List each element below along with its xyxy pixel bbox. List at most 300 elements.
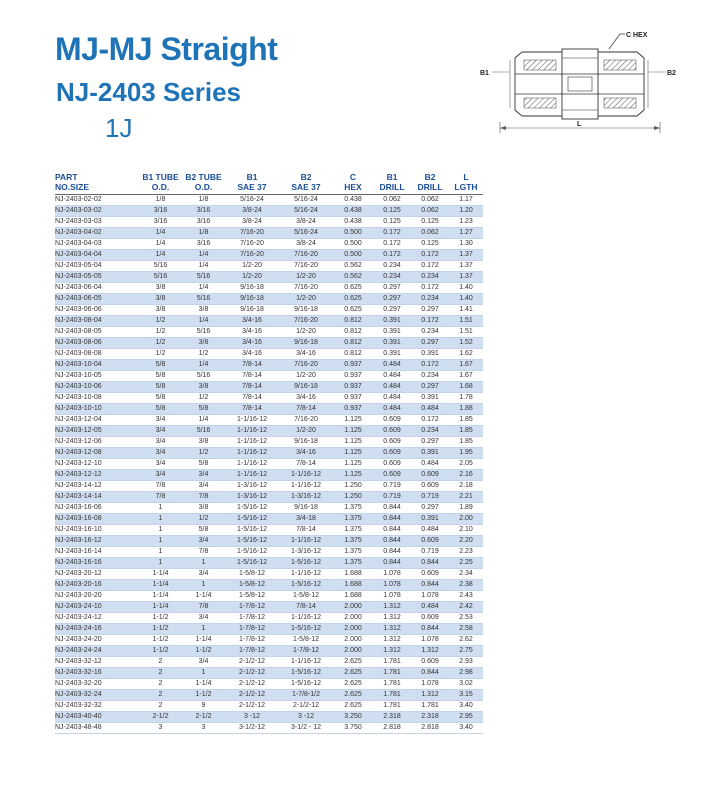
cell-b2-drill: 1.781 — [411, 701, 449, 712]
cell-b2-sae37: 1/2-20 — [279, 294, 333, 305]
column-header-b2-tube-od — [182, 172, 225, 195]
cell-b1-tube-od: 3/4 — [139, 470, 182, 481]
cell-b1-drill: 0.062 — [373, 195, 411, 206]
cell-b1-sae37: 1-5/8-12 — [225, 580, 279, 591]
column-header-line: B2 — [424, 172, 436, 182]
cell-length: 2.75 — [449, 646, 483, 657]
cell-b2-sae37: 3-1/2 - 12 — [279, 723, 333, 734]
cell-b1-tube-od: 1/4 — [139, 250, 182, 261]
table-row — [55, 327, 483, 338]
cell-part-number: NJ-2403-08-06 — [55, 338, 139, 349]
cell-c-hex: 1.688 — [333, 580, 373, 591]
column-header-line: B2 — [300, 172, 312, 182]
cell-b2-sae37: 1-5/16-12 — [279, 679, 333, 690]
cell-b2-tube-od: 1/8 — [182, 195, 225, 206]
cell-b2-tube-od: 3/4 — [182, 536, 225, 547]
cell-b2-drill: 0.609 — [411, 470, 449, 481]
table-row — [55, 382, 483, 393]
cell-b2-drill: 0.484 — [411, 404, 449, 415]
cell-b1-tube-od: 7/8 — [139, 481, 182, 492]
cell-part-number: NJ-2403-40-40 — [55, 712, 139, 723]
cell-part-number: NJ-2403-12-05 — [55, 426, 139, 437]
cell-b2-drill: 0.234 — [411, 327, 449, 338]
cell-b2-tube-od: 1/4 — [182, 360, 225, 371]
cell-b1-drill: 0.125 — [373, 217, 411, 228]
table-row — [55, 668, 483, 679]
cell-b2-sae37: 3/4-16 — [279, 393, 333, 404]
cell-c-hex: 2.000 — [333, 646, 373, 657]
cell-part-number: NJ-2403-10-04 — [55, 360, 139, 371]
cell-b1-drill: 0.609 — [373, 426, 411, 437]
cell-b1-tube-od: 1/2 — [139, 349, 182, 360]
table-row — [55, 437, 483, 448]
cell-b2-drill: 0.844 — [411, 624, 449, 635]
cell-part-number: NJ-2403-06-06 — [55, 305, 139, 316]
cell-b1-sae37: 1-5/16-12 — [225, 547, 279, 558]
cell-length: 1.40 — [449, 294, 483, 305]
cell-b1-drill: 1.312 — [373, 635, 411, 646]
cell-c-hex: 0.937 — [333, 371, 373, 382]
table-row — [55, 690, 483, 701]
cell-b1-tube-od: 1-1/4 — [139, 569, 182, 580]
cell-c-hex: 1.375 — [333, 514, 373, 525]
cell-b1-tube-od: 3/4 — [139, 448, 182, 459]
cell-b1-tube-od: 3/4 — [139, 459, 182, 470]
cell-b2-drill: 0.391 — [411, 514, 449, 525]
cell-b1-drill: 0.609 — [373, 415, 411, 426]
cell-b1-sae37: 9/16-18 — [225, 294, 279, 305]
cell-b1-tube-od: 1/4 — [139, 228, 182, 239]
cell-b1-drill: 0.719 — [373, 481, 411, 492]
cell-b1-drill: 1.781 — [373, 668, 411, 679]
cell-b2-sae37: 5/16-24 — [279, 228, 333, 239]
cell-b2-sae37: 1-1/16-12 — [279, 657, 333, 668]
cell-b2-drill: 0.484 — [411, 525, 449, 536]
table-row — [55, 360, 483, 371]
cell-b1-drill: 0.172 — [373, 250, 411, 261]
cell-b2-sae37: 7/16-20 — [279, 415, 333, 426]
cell-b2-drill: 0.234 — [411, 371, 449, 382]
cell-c-hex: 1.125 — [333, 415, 373, 426]
table-row — [55, 712, 483, 723]
cell-part-number: NJ-2403-12-08 — [55, 448, 139, 459]
cell-b1-sae37: 1-1/16-12 — [225, 459, 279, 470]
cell-length: 1.17 — [449, 195, 483, 206]
cell-b2-drill: 0.172 — [411, 360, 449, 371]
cell-b2-tube-od: 3 — [182, 723, 225, 734]
page-title: MJ-MJ Straight — [55, 31, 278, 67]
cell-length: 2.25 — [449, 558, 483, 569]
cell-length: 1.78 — [449, 393, 483, 404]
cell-b1-drill: 0.484 — [373, 382, 411, 393]
column-header-line: O.D. — [151, 182, 170, 192]
cell-c-hex: 1.125 — [333, 448, 373, 459]
cell-part-number: NJ-2403-08-05 — [55, 327, 139, 338]
b1-label: B1 — [480, 70, 489, 77]
cell-c-hex: 1.688 — [333, 569, 373, 580]
cell-b1-drill: 0.172 — [373, 228, 411, 239]
cell-length: 1.85 — [449, 426, 483, 437]
cell-b2-sae37: 1-5/16-12 — [279, 668, 333, 679]
cell-b1-drill: 0.609 — [373, 459, 411, 470]
column-header-length — [449, 172, 483, 195]
cell-b1-tube-od: 1/2 — [139, 327, 182, 338]
cell-b2-tube-od: 1-1/4 — [182, 679, 225, 690]
cell-b2-sae37: 2-1/2-12 — [279, 701, 333, 712]
cell-part-number: NJ-2403-03-02 — [55, 206, 139, 217]
table-row — [55, 679, 483, 690]
cell-b2-tube-od: 3/8 — [182, 382, 225, 393]
cell-b2-tube-od: 5/16 — [182, 294, 225, 305]
cell-b2-sae37: 1-1/16-12 — [279, 569, 333, 580]
column-header-line: SAE 37 — [291, 182, 321, 192]
cell-b1-sae37: 7/16-20 — [225, 228, 279, 239]
cell-part-number: NJ-2403-32-12 — [55, 657, 139, 668]
cell-b1-drill: 1.078 — [373, 580, 411, 591]
cell-b2-drill: 1.312 — [411, 646, 449, 657]
cell-part-number: NJ-2403-10-05 — [55, 371, 139, 382]
cell-part-number: NJ-2403-12-10 — [55, 459, 139, 470]
cell-b2-tube-od: 1 — [182, 580, 225, 591]
column-header-line: B2 TUBE — [185, 172, 222, 182]
cell-c-hex: 1.375 — [333, 525, 373, 536]
cell-b2-tube-od: 5/8 — [182, 404, 225, 415]
cell-c-hex: 1.125 — [333, 426, 373, 437]
cell-part-number: NJ-2403-02-02 — [55, 195, 139, 206]
cell-c-hex: 2.000 — [333, 635, 373, 646]
cell-b1-sae37: 5/16-24 — [225, 195, 279, 206]
cell-b2-drill: 0.234 — [411, 272, 449, 283]
cell-length: 3.40 — [449, 701, 483, 712]
cell-b2-tube-od: 1-1/4 — [182, 591, 225, 602]
cell-part-number: NJ-2403-24-24 — [55, 646, 139, 657]
column-header-line: DRILL — [379, 182, 405, 192]
cell-b2-sae37: 1/2-20 — [279, 272, 333, 283]
cell-c-hex: 2.625 — [333, 657, 373, 668]
cell-length: 1.68 — [449, 382, 483, 393]
cell-b2-drill: 0.172 — [411, 415, 449, 426]
cell-b2-tube-od: 7/8 — [182, 602, 225, 613]
cell-b2-drill: 0.062 — [411, 206, 449, 217]
cell-b2-sae37: 7/16-20 — [279, 316, 333, 327]
cell-b1-drill: 0.297 — [373, 283, 411, 294]
cell-b2-tube-od: 1/4 — [182, 250, 225, 261]
cell-b1-sae37: 1-5/8-12 — [225, 591, 279, 602]
table-row — [55, 459, 483, 470]
cell-part-number: NJ-2403-16-06 — [55, 503, 139, 514]
cell-length: 2.38 — [449, 580, 483, 591]
cell-b1-drill: 1.312 — [373, 602, 411, 613]
cell-b2-sae37: 7/8-14 — [279, 404, 333, 415]
cell-part-number: NJ-2403-32-32 — [55, 701, 139, 712]
cell-c-hex: 0.625 — [333, 283, 373, 294]
cell-part-number: NJ-2403-06-04 — [55, 283, 139, 294]
cell-b2-drill: 2.818 — [411, 723, 449, 734]
cell-b1-sae37: 1-5/16-12 — [225, 525, 279, 536]
cell-b2-drill: 0.484 — [411, 602, 449, 613]
cell-b2-sae37: 7/8-14 — [279, 525, 333, 536]
cell-b2-sae37: 7/16-20 — [279, 261, 333, 272]
cell-part-number: NJ-2403-32-16 — [55, 668, 139, 679]
cell-b2-drill: 0.484 — [411, 459, 449, 470]
column-header-line: O.D. — [194, 182, 213, 192]
cell-length: 2.20 — [449, 536, 483, 547]
column-header-c-hex — [333, 172, 373, 195]
cell-b2-sae37: 7/16-20 — [279, 283, 333, 294]
cell-b2-tube-od: 1-1/2 — [182, 646, 225, 657]
table-row — [55, 580, 483, 591]
cell-b1-sae37: 1-7/8-12 — [225, 613, 279, 624]
cell-part-number: NJ-2403-16-10 — [55, 525, 139, 536]
cell-b1-tube-od: 1 — [139, 547, 182, 558]
cell-length: 2.43 — [449, 591, 483, 602]
cell-b2-drill: 0.172 — [411, 261, 449, 272]
cell-c-hex: 1.375 — [333, 547, 373, 558]
cell-b2-tube-od: 3/16 — [182, 239, 225, 250]
cell-b2-tube-od: 5/16 — [182, 426, 225, 437]
cell-b1-tube-od: 3/16 — [139, 217, 182, 228]
cell-length: 2.34 — [449, 569, 483, 580]
cell-b1-sae37: 1-1/16-12 — [225, 437, 279, 448]
cell-length: 1.37 — [449, 261, 483, 272]
cell-length: 2.21 — [449, 492, 483, 503]
cell-b2-tube-od: 1 — [182, 668, 225, 679]
cell-b1-tube-od: 5/8 — [139, 382, 182, 393]
cell-b1-sae37: 1/2-20 — [225, 261, 279, 272]
cell-length: 3.15 — [449, 690, 483, 701]
cell-b1-drill: 1.312 — [373, 613, 411, 624]
cell-part-number: NJ-2403-20-12 — [55, 569, 139, 580]
cell-b1-drill: 0.234 — [373, 261, 411, 272]
cell-b1-drill: 2.318 — [373, 712, 411, 723]
table-row — [55, 415, 483, 426]
cell-length: 2.95 — [449, 712, 483, 723]
cell-b2-drill: 0.609 — [411, 657, 449, 668]
cell-b1-drill: 0.844 — [373, 503, 411, 514]
cell-b1-sae37: 7/16-20 — [225, 239, 279, 250]
cell-b2-sae37: 9/16-18 — [279, 338, 333, 349]
cell-c-hex: 3.750 — [333, 723, 373, 734]
cell-b1-drill: 1.312 — [373, 624, 411, 635]
table-row — [55, 558, 483, 569]
cell-b1-drill: 1.781 — [373, 701, 411, 712]
table-row — [55, 272, 483, 283]
cell-b2-drill: 0.391 — [411, 349, 449, 360]
cell-b1-tube-od: 2 — [139, 657, 182, 668]
table-row — [55, 195, 483, 206]
cell-b1-sae37: 1-5/16-12 — [225, 558, 279, 569]
table-row — [55, 217, 483, 228]
cell-b1-tube-od: 3/4 — [139, 437, 182, 448]
cell-b1-drill: 1.078 — [373, 569, 411, 580]
cell-b1-sae37: 3-1/2-12 — [225, 723, 279, 734]
cell-b1-drill: 0.125 — [373, 206, 411, 217]
table-row — [55, 294, 483, 305]
cell-b1-sae37: 1-5/16-12 — [225, 536, 279, 547]
cell-c-hex: 0.812 — [333, 327, 373, 338]
cell-b1-tube-od: 1-1/4 — [139, 591, 182, 602]
cell-length: 2.53 — [449, 613, 483, 624]
cell-b1-tube-od: 3/16 — [139, 206, 182, 217]
cell-c-hex: 2.625 — [333, 701, 373, 712]
cell-b2-tube-od: 5/16 — [182, 272, 225, 283]
cell-b2-drill: 0.297 — [411, 305, 449, 316]
cell-b2-sae37: 5/16-24 — [279, 206, 333, 217]
series-subtitle: NJ-2403 Series — [56, 77, 242, 107]
table-row — [55, 503, 483, 514]
cell-c-hex: 0.438 — [333, 206, 373, 217]
cell-b2-tube-od: 3/8 — [182, 503, 225, 514]
cell-b2-sae37: 1-1/16-12 — [279, 481, 333, 492]
cell-b1-drill: 0.391 — [373, 327, 411, 338]
cell-b1-sae37: 7/8-14 — [225, 404, 279, 415]
cell-b1-drill: 0.844 — [373, 536, 411, 547]
cell-length: 2.23 — [449, 547, 483, 558]
cell-b2-tube-od: 3/16 — [182, 217, 225, 228]
cell-c-hex: 0.500 — [333, 250, 373, 261]
cell-length: 1.85 — [449, 437, 483, 448]
cell-b1-tube-od: 3/4 — [139, 426, 182, 437]
table-row — [55, 239, 483, 250]
cell-b2-sae37: 7/8-14 — [279, 602, 333, 613]
cell-b2-tube-od: 3/8 — [182, 338, 225, 349]
table-row — [55, 349, 483, 360]
cell-b1-sae37: 1/2-20 — [225, 272, 279, 283]
table-row — [55, 206, 483, 217]
cell-length: 1.52 — [449, 338, 483, 349]
cell-length: 1.67 — [449, 360, 483, 371]
cell-b1-sae37: 7/8-14 — [225, 360, 279, 371]
cell-length: 1.67 — [449, 371, 483, 382]
cell-c-hex: 0.812 — [333, 338, 373, 349]
cell-b2-drill: 0.172 — [411, 316, 449, 327]
table-body — [55, 195, 483, 734]
cell-b1-sae37: 3/4-16 — [225, 338, 279, 349]
cell-part-number: NJ-2403-12-12 — [55, 470, 139, 481]
cell-b2-sae37: 9/16-18 — [279, 437, 333, 448]
table-row — [55, 602, 483, 613]
cell-b1-drill: 0.844 — [373, 558, 411, 569]
cell-b2-tube-od: 3/16 — [182, 206, 225, 217]
cell-b2-tube-od: 1/4 — [182, 261, 225, 272]
cell-b2-sae37: 1-1/16-12 — [279, 470, 333, 481]
cell-part-number: NJ-2403-16-16 — [55, 558, 139, 569]
cell-c-hex: 3.250 — [333, 712, 373, 723]
cell-c-hex: 0.937 — [333, 404, 373, 415]
table-row — [55, 426, 483, 437]
cell-b1-sae37: 1-7/8-12 — [225, 635, 279, 646]
cell-length: 1.40 — [449, 283, 483, 294]
cell-b2-tube-od: 1-1/4 — [182, 635, 225, 646]
cell-b1-tube-od: 2 — [139, 679, 182, 690]
cell-part-number: NJ-2403-10-06 — [55, 382, 139, 393]
table-row — [55, 371, 483, 382]
cell-b1-tube-od: 5/8 — [139, 371, 182, 382]
column-header-b1-sae37 — [225, 172, 279, 195]
cell-b2-drill: 0.719 — [411, 492, 449, 503]
column-header-line: DRILL — [417, 182, 443, 192]
cell-b2-sae37: 3/8-24 — [279, 217, 333, 228]
column-header-line: PART — [55, 172, 78, 182]
cell-b1-drill: 0.297 — [373, 294, 411, 305]
cell-b2-tube-od: 3/8 — [182, 305, 225, 316]
cell-b1-tube-od: 1 — [139, 503, 182, 514]
table-row — [55, 228, 483, 239]
table-row — [55, 624, 483, 635]
cell-b2-tube-od: 7/8 — [182, 547, 225, 558]
cell-b1-tube-od: 3/8 — [139, 294, 182, 305]
cell-b2-tube-od: 3/4 — [182, 613, 225, 624]
table-row — [55, 261, 483, 272]
cell-b2-tube-od: 1 — [182, 624, 225, 635]
cell-b2-sae37: 1/2-20 — [279, 426, 333, 437]
column-header-line: HEX — [344, 182, 362, 192]
cell-b2-drill: 0.125 — [411, 239, 449, 250]
cell-b1-drill: 0.172 — [373, 239, 411, 250]
cell-length: 1.62 — [449, 349, 483, 360]
fitting-diagram — [480, 20, 680, 135]
cell-b1-sae37: 3/8-24 — [225, 217, 279, 228]
cell-b1-tube-od: 3/8 — [139, 283, 182, 294]
cell-length: 1.23 — [449, 217, 483, 228]
cell-b1-tube-od: 7/8 — [139, 492, 182, 503]
cell-b2-tube-od: 7/8 — [182, 492, 225, 503]
cell-b1-tube-od: 1 — [139, 558, 182, 569]
cell-length: 1.85 — [449, 415, 483, 426]
cell-b1-sae37: 7/16-20 — [225, 250, 279, 261]
cell-b1-drill: 0.844 — [373, 547, 411, 558]
cell-b1-tube-od: 1-1/2 — [139, 613, 182, 624]
cell-length: 2.93 — [449, 657, 483, 668]
cell-b1-tube-od: 1/4 — [139, 239, 182, 250]
cell-c-hex: 0.937 — [333, 360, 373, 371]
cell-b2-sae37: 3/4-16 — [279, 448, 333, 459]
cell-length: 1.41 — [449, 305, 483, 316]
cell-b1-tube-od: 5/16 — [139, 261, 182, 272]
cell-b2-sae37: 5/16-24 — [279, 195, 333, 206]
cell-b1-sae37: 1-3/16-12 — [225, 492, 279, 503]
cell-c-hex: 1.375 — [333, 536, 373, 547]
column-header-b1-drill — [373, 172, 411, 195]
cell-length: 3.40 — [449, 723, 483, 734]
cell-b2-tube-od: 3/8 — [182, 437, 225, 448]
cell-b1-tube-od: 2 — [139, 701, 182, 712]
cell-length: 1.51 — [449, 316, 483, 327]
cell-b2-sae37: 1-5/16-12 — [279, 580, 333, 591]
table-row — [55, 701, 483, 712]
table-row — [55, 646, 483, 657]
cell-b1-drill: 1.078 — [373, 591, 411, 602]
table-row — [55, 470, 483, 481]
cell-b1-sae37: 2-1/2-12 — [225, 668, 279, 679]
cell-b2-tube-od: 1/4 — [182, 316, 225, 327]
table-row — [55, 635, 483, 646]
table-row — [55, 448, 483, 459]
cell-b1-drill: 0.391 — [373, 338, 411, 349]
column-header-line: L — [463, 172, 469, 182]
cell-b1-tube-od: 3 — [139, 723, 182, 734]
cell-b1-sae37: 9/16-18 — [225, 283, 279, 294]
cell-b2-drill: 0.391 — [411, 448, 449, 459]
cell-b1-sae37: 1-7/8-12 — [225, 624, 279, 635]
cell-part-number: NJ-2403-14-12 — [55, 481, 139, 492]
table-row — [55, 305, 483, 316]
cell-part-number: NJ-2403-08-08 — [55, 349, 139, 360]
cell-b2-drill: 0.297 — [411, 503, 449, 514]
cell-c-hex: 1.375 — [333, 503, 373, 514]
cell-b2-sae37: 3/8-24 — [279, 239, 333, 250]
cell-b2-tube-od: 3/4 — [182, 481, 225, 492]
